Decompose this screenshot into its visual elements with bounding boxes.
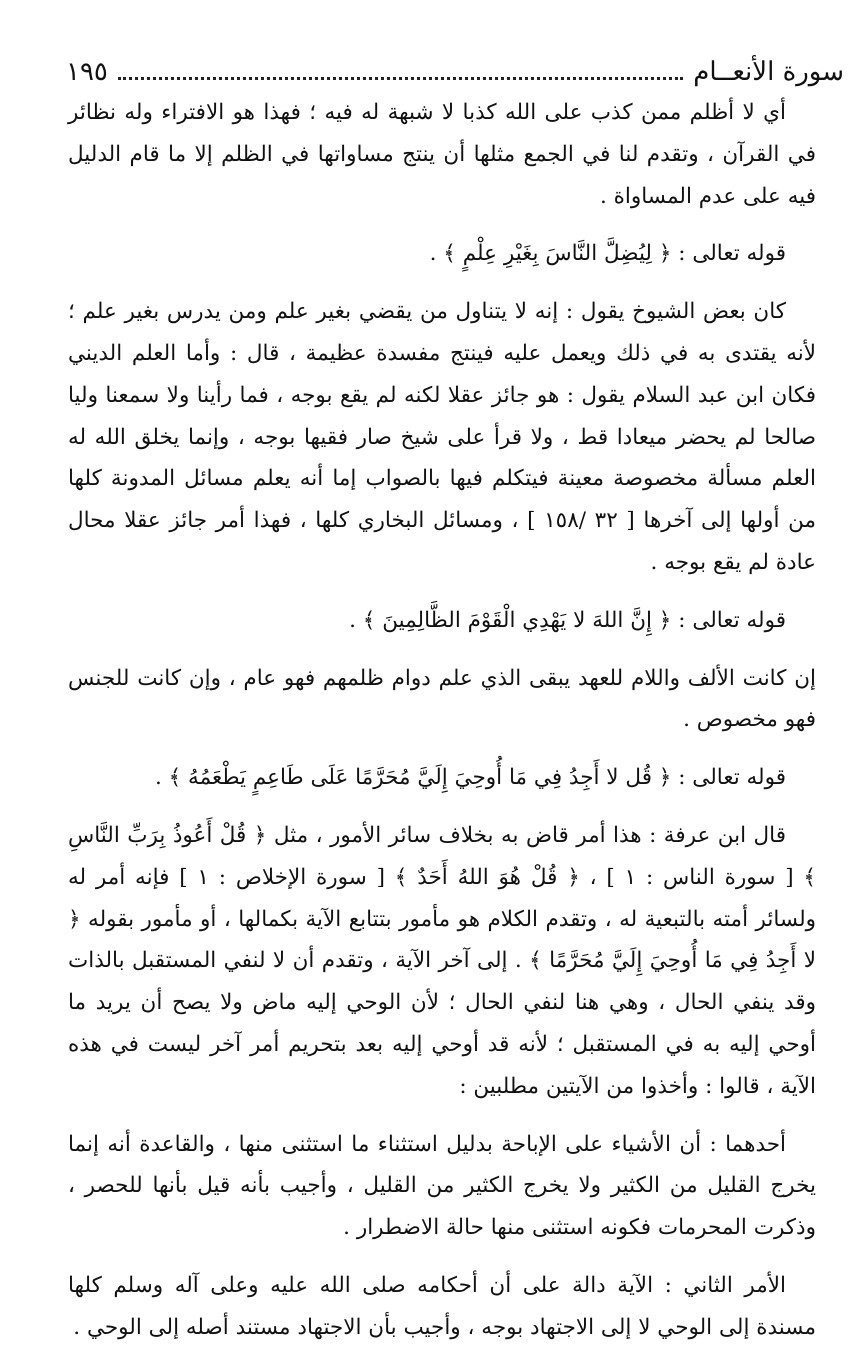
verse-heading-3: قوله تعالى : ﴿ قُل لا أَجِدُ فِي مَا أُوحِيَ إِلَيَّ مُحَرَّمًا عَلَى طَاعِمٍ يَطْعَمُهُ ﴾ . bbox=[154, 765, 786, 791]
paragraph-3: إن كانت الألف واللام للعهد يبقى الذي علم دوام ظلمهم فهو عام ، وإن كانت للجنس فهو مخصوص . bbox=[68, 665, 816, 733]
page-header bbox=[66, 52, 844, 92]
surah-title: سورة الأنعــام bbox=[693, 57, 844, 87]
paragraph-5: أحدهما : أن الأشياء على الإباحة بدليل استثناء ما استثنى منها ، والقاعدة أنه إنما يخرج القليل من الكثير ولا يخرج الكثير من القليل ، وأجيب بأنه قيل بأنها للحصر ، وذكرت المحرمات فكونه استثنى منها حالة الاضطرار . bbox=[68, 1131, 816, 1241]
page-number: ١٩٥ bbox=[66, 57, 108, 87]
paragraph-1: أي لا أظلم ممن كذب على الله كذبا لا شبهة له فيه ؛ فهذا هو الافتراء وله نظائر في القرآن ، وتقدم لنا في الجمع مثلها أن ينتج مساواتها في الظلم إلا ما قام الدليل فيه على عدم المساواة . bbox=[68, 100, 816, 209]
body-text bbox=[68, 92, 816, 1349]
paragraph-6: الأمر الثاني : الآية دالة على أن أحكامه صلى الله عليه وعلى آله وسلم كلها مسندة إلى الوحي لا إلى الاجتهاد بوجه ، وأجيب بأن الاجتهاد مستند أصله إلى الوحي . bbox=[68, 1272, 816, 1340]
verse-heading-1: قوله تعالى : ﴿ لِيُضِلَّ النَّاسَ بِغَيْرِ عِلْمٍ ﴾ . bbox=[429, 241, 786, 267]
paragraph-4: قال ابن عرفة : هذا أمر قاض به بخلاف سائر الأمور ، مثل ﴿ قُلْ أَعُوذُ بِرَبِّ النَّاسِ ﴾ [ سورة الناس : ١ ] ، ﴿ قُلْ هُوَ اللهُ أَحَدٌ ﴾ [ سورة الإخلاص : ١ ] فإنه أمر له ولسائر أمته بالتبعية له ، وتقدم الكلام هو مأمور بتتابع الآية بكمالها ، أو مأمور بقوله ﴿ لا أَجِدُ فِي مَا أُوحِيَ إِلَيَّ مُحَرَّمًا ﴾ . إلى آخر الآية ، وتقدم أن لا لنفي المستقبل بالذات وقد ينفي الحال ، وهي هنا لنفي الحال ؛ لأن الوحي إليه ماض ولا يصح أن يريد ما أوحي إليه به في المستقبل ؛ لأنه قد أوحي إليه بعد بتحريم أمر آخر ليست في هذه الآية ، قالوا : وأخذوا من الآيتين مطلبين : bbox=[68, 822, 816, 1099]
header-dotted-leader bbox=[118, 65, 683, 80]
verse-heading-2: قوله تعالى : ﴿ إِنَّ اللهَ لا يَهْدِي الْقَوْمَ الظَّالِمِينَ ﴾ . bbox=[349, 607, 786, 633]
paragraph-2: كان بعض الشيوخ يقول : إنه لا يتناول من يقضي بغير علم ومن يدرس بغير علم ؛ لأنه يقتدى به في ذلك ويعمل عليه فينتج مفسدة عظيمة ، قال : وأما العلم الديني فكان ابن عبد السلام يقول : هو جائز عقلا لكنه لم يقع بوجه ، فما رأينا ولا سمعنا وليا صالحا لم يحضر ميعادا قط ، ولا قرأ على شيخ صار فقيها بوجه ، وإنما يخلق الله له العلم مسألة مخصوصة معينة فيتكلم فيها بالصواب إما أنه يعلم مسائل المدونة كلها من أولها إلى آخرها [ ٣٢ /١٥٨ ] ، ومسائل البخاري كلها ، فهذا أمر جائز عقلا محال عادة لم يقع بوجه . bbox=[68, 299, 816, 575]
